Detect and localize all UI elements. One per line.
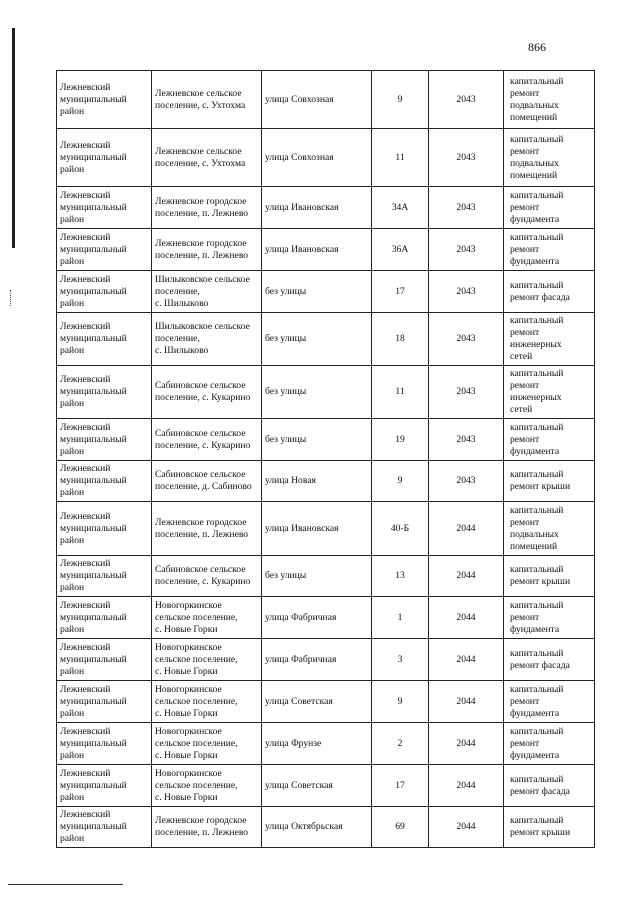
settlement-cell: Лежневское городское поселение, п. Лежнево — [152, 807, 262, 848]
year-cell: 2044 — [429, 723, 504, 765]
year-cell: 2044 — [429, 681, 504, 723]
district-cell: Лежневский муниципальный район — [57, 129, 152, 187]
year-cell: 2044 — [429, 597, 504, 639]
settlement-cell: Лежневское городское поселение, п. Лежнево — [152, 502, 262, 556]
year-cell: 2043 — [429, 187, 504, 229]
repair-type-cell: капитальный ремонт фундамента — [504, 419, 595, 461]
table-row — [57, 187, 595, 229]
district-cell: Лежневский муниципальный район — [57, 807, 152, 848]
repair-type-cell: капитальный ремонт инженерных сетей — [504, 366, 595, 419]
year-cell: 2043 — [429, 313, 504, 366]
street-cell: улица Ивановская — [262, 502, 372, 556]
settlement-cell: Новогоркинское сельское поселение, с. Новые Горки — [152, 723, 262, 765]
repair-type-cell: капитальный ремонт фасада — [504, 639, 595, 681]
table-row — [57, 597, 595, 639]
district-cell: Лежневский муниципальный район — [57, 187, 152, 229]
house-number-cell: 13 — [372, 556, 429, 597]
house-number-cell: 17 — [372, 765, 429, 807]
street-cell: без улицы — [262, 419, 372, 461]
footer-rule — [8, 884, 123, 885]
street-cell: без улицы — [262, 313, 372, 366]
year-cell: 2044 — [429, 639, 504, 681]
house-number-cell: 34А — [372, 187, 429, 229]
table-row — [57, 129, 595, 187]
repair-type-cell: капитальный ремонт крыши — [504, 807, 595, 848]
district-cell: Лежневский муниципальный район — [57, 271, 152, 313]
settlement-cell: Шилыковское сельское поселение, с. Шилыково — [152, 271, 262, 313]
table-row — [57, 502, 595, 556]
house-number-cell: 19 — [372, 419, 429, 461]
table-row — [57, 765, 595, 807]
page-number: 866 — [528, 40, 546, 54]
street-cell: улица Советская — [262, 681, 372, 723]
repair-type-cell: капитальный ремонт фундамента — [504, 187, 595, 229]
year-cell: 2044 — [429, 765, 504, 807]
street-cell: улица Фабричная — [262, 639, 372, 681]
street-cell: улица Ивановская — [262, 187, 372, 229]
house-number-cell: 18 — [372, 313, 429, 366]
district-cell: Лежневский муниципальный район — [57, 502, 152, 556]
street-cell: без улицы — [262, 366, 372, 419]
house-number-cell: 36А — [372, 229, 429, 271]
housing-repair-table — [56, 70, 595, 848]
repair-type-cell: капитальный ремонт крыши — [504, 461, 595, 502]
table-row — [57, 723, 595, 765]
district-cell: Лежневский муниципальный район — [57, 765, 152, 807]
repair-type-cell: капитальный ремонт фундамента — [504, 723, 595, 765]
year-cell: 2043 — [429, 366, 504, 419]
house-number-cell: 9 — [372, 71, 429, 129]
district-cell: Лежневский муниципальный район — [57, 723, 152, 765]
district-cell: Лежневский муниципальный район — [57, 681, 152, 723]
table-row — [57, 461, 595, 502]
table-body — [57, 71, 595, 848]
repair-type-cell: капитальный ремонт фундамента — [504, 229, 595, 271]
settlement-cell: Сабиновское сельское поселение, д. Сабиново — [152, 461, 262, 502]
table-row — [57, 271, 595, 313]
settlement-cell: Новогоркинское сельское поселение, с. Новые Горки — [152, 639, 262, 681]
repair-type-cell: капитальный ремонт фасада — [504, 765, 595, 807]
house-number-cell: 17 — [372, 271, 429, 313]
year-cell: 2044 — [429, 807, 504, 848]
street-cell: улица Совхозная — [262, 129, 372, 187]
margin-scan-bar — [12, 28, 15, 248]
year-cell: 2043 — [429, 229, 504, 271]
street-cell: улица Советская — [262, 765, 372, 807]
repair-type-cell: капитальный ремонт крыши — [504, 556, 595, 597]
repair-type-cell: капитальный ремонт фасада — [504, 271, 595, 313]
settlement-cell: Лежневское городское поселение, п. Лежнево — [152, 187, 262, 229]
house-number-cell: 11 — [372, 129, 429, 187]
street-cell: улица Новая — [262, 461, 372, 502]
settlement-cell: Новогоркинское сельское поселение, с. Новые Горки — [152, 597, 262, 639]
margin-scan-marks — [10, 290, 13, 306]
table-row — [57, 807, 595, 848]
repair-type-cell: капитальный ремонт подвальных помещений — [504, 71, 595, 129]
settlement-cell: Шилыковское сельское поселение, с. Шилыково — [152, 313, 262, 366]
house-number-cell: 11 — [372, 366, 429, 419]
year-cell: 2044 — [429, 502, 504, 556]
street-cell: улица Фрунзе — [262, 723, 372, 765]
street-cell: улица Фабричная — [262, 597, 372, 639]
year-cell: 2043 — [429, 461, 504, 502]
year-cell: 2043 — [429, 419, 504, 461]
year-cell: 2044 — [429, 556, 504, 597]
table-row — [57, 71, 595, 129]
repair-type-cell: капитальный ремонт подвальных помещений — [504, 502, 595, 556]
district-cell: Лежневский муниципальный район — [57, 313, 152, 366]
repair-type-cell: капитальный ремонт фундамента — [504, 597, 595, 639]
year-cell: 2043 — [429, 271, 504, 313]
settlement-cell: Лежневское сельское поселение, с. Ухтохма — [152, 129, 262, 187]
district-cell: Лежневский муниципальный район — [57, 597, 152, 639]
settlement-cell: Лежневское сельское поселение, с. Ухтохма — [152, 71, 262, 129]
house-number-cell: 2 — [372, 723, 429, 765]
house-number-cell: 1 — [372, 597, 429, 639]
district-cell: Лежневский муниципальный район — [57, 419, 152, 461]
district-cell: Лежневский муниципальный район — [57, 71, 152, 129]
district-cell: Лежневский муниципальный район — [57, 556, 152, 597]
settlement-cell: Новогоркинское сельское поселение, с. Новые Горки — [152, 765, 262, 807]
house-number-cell: 69 — [372, 807, 429, 848]
repair-type-cell: капитальный ремонт фундамента — [504, 681, 595, 723]
settlement-cell: Новогоркинское сельское поселение, с. Новые Горки — [152, 681, 262, 723]
district-cell: Лежневский муниципальный район — [57, 461, 152, 502]
street-cell: улица Октябрьская — [262, 807, 372, 848]
house-number-cell: 40-Б — [372, 502, 429, 556]
table-row — [57, 229, 595, 271]
table-row — [57, 313, 595, 366]
house-number-cell: 9 — [372, 681, 429, 723]
district-cell: Лежневский муниципальный район — [57, 366, 152, 419]
repair-type-cell: капитальный ремонт подвальных помещений — [504, 129, 595, 187]
settlement-cell: Сабиновское сельское поселение, с. Кукарино — [152, 419, 262, 461]
street-cell: улица Ивановская — [262, 229, 372, 271]
street-cell: улица Совхозная — [262, 71, 372, 129]
street-cell: без улицы — [262, 556, 372, 597]
house-number-cell: 9 — [372, 461, 429, 502]
settlement-cell: Сабиновское сельское поселение, с. Кукарино — [152, 556, 262, 597]
table-row — [57, 681, 595, 723]
table-row — [57, 419, 595, 461]
district-cell: Лежневский муниципальный район — [57, 229, 152, 271]
table-row — [57, 366, 595, 419]
table-row — [57, 639, 595, 681]
settlement-cell: Лежневское городское поселение, п. Лежнево — [152, 229, 262, 271]
street-cell: без улицы — [262, 271, 372, 313]
settlement-cell: Сабиновское сельское поселение, с. Кукарино — [152, 366, 262, 419]
table-row — [57, 556, 595, 597]
house-number-cell: 3 — [372, 639, 429, 681]
year-cell: 2043 — [429, 71, 504, 129]
repair-type-cell: капитальный ремонт инженерных сетей — [504, 313, 595, 366]
district-cell: Лежневский муниципальный район — [57, 639, 152, 681]
year-cell: 2043 — [429, 129, 504, 187]
